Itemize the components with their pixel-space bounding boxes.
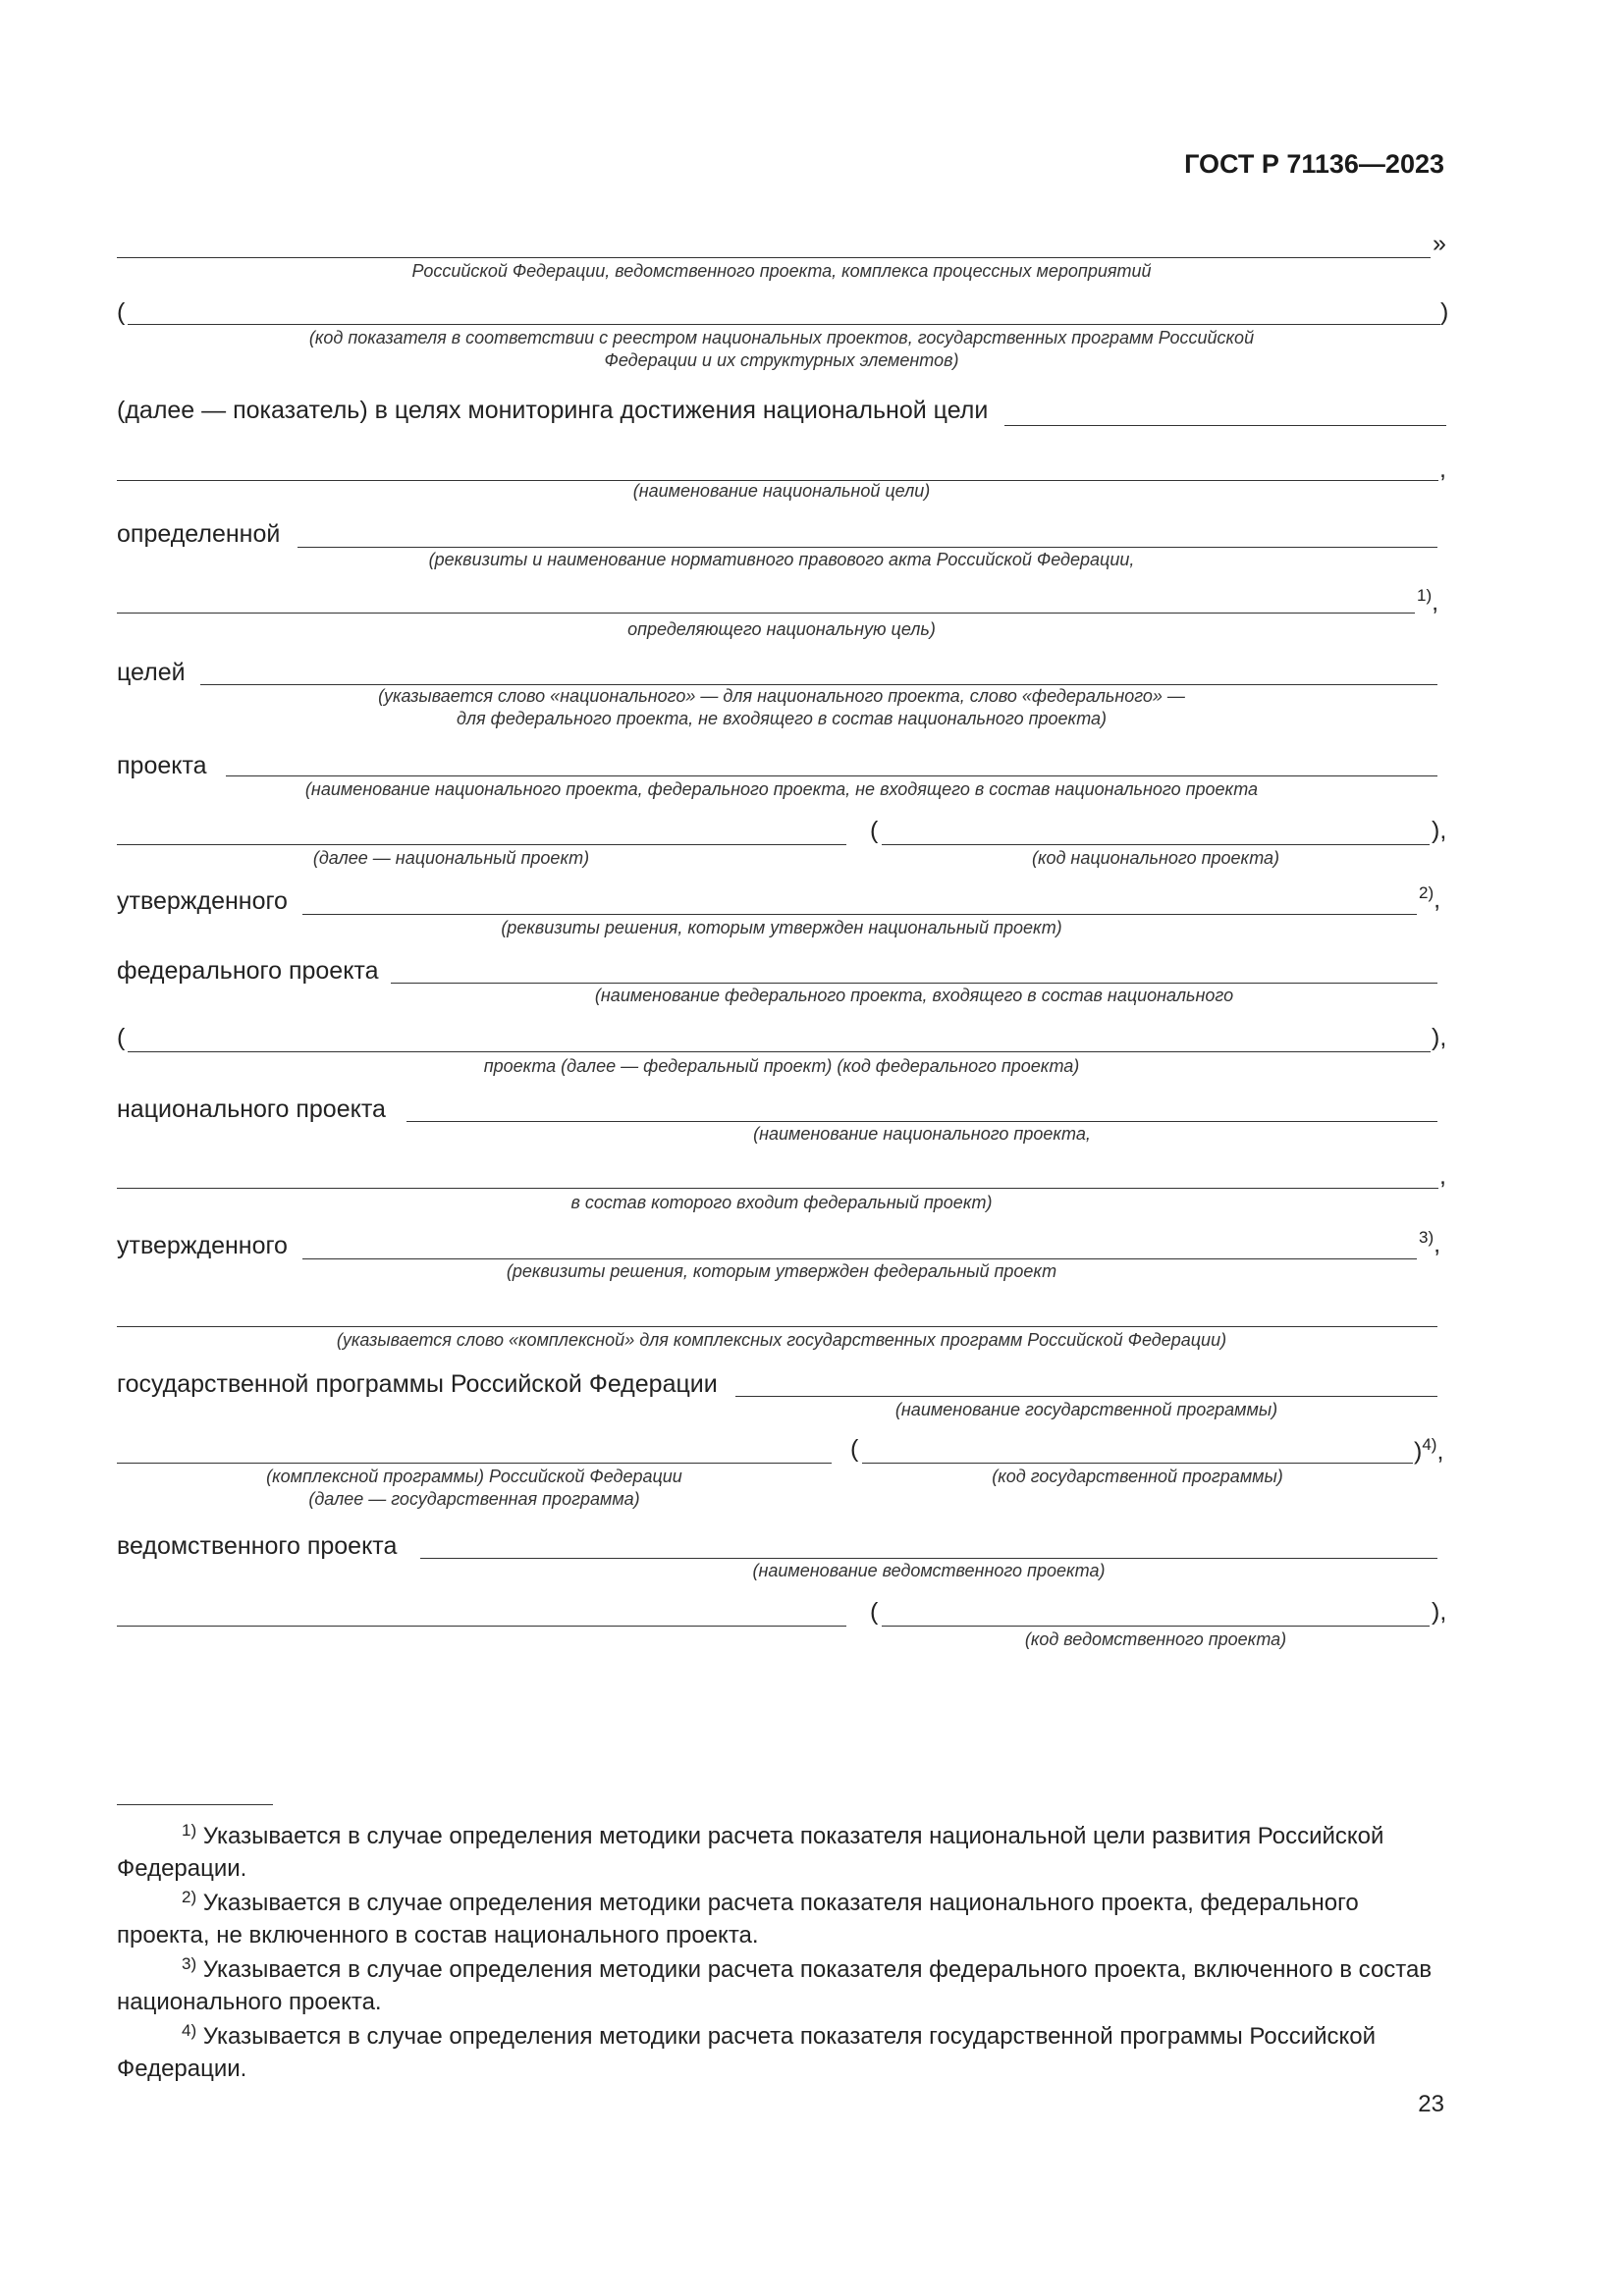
comma: , [1434, 1230, 1441, 1258]
field-caption: (код показателя в соответствии с реестром национальных проектов, государственных программ Российской [308, 328, 1255, 347]
field-caption: (реквизиты и наименование нормативного правового акта Российской Федерации, [428, 550, 1135, 569]
footnote-text: Указывается в случае определения методики расчета показателя национальной цели развития Российской Федерации. [117, 1823, 1384, 1882]
fill-line[interactable] [302, 914, 1417, 915]
form-text: (далее — показатель) в целях мониторинга достижения национальной цели [117, 397, 989, 424]
fill-line[interactable] [117, 1626, 846, 1627]
code-fill-line[interactable] [862, 1463, 1413, 1464]
field-caption: определяющего национальную цель) [627, 619, 936, 639]
field-caption: (наименование национального проекта, [753, 1124, 1091, 1144]
field-caption: (код государственной программы) [992, 1467, 1283, 1486]
open-paren: ( [870, 817, 879, 844]
field-caption: (реквизиты решения, которым утвержден национальный проект) [501, 918, 1062, 937]
footnote [117, 2020, 1444, 2085]
fill-line[interactable] [128, 1051, 1431, 1052]
field-caption: (далее — государственная программа) [308, 1489, 640, 1509]
field-caption: в состав которого входит федеральный проект) [570, 1193, 993, 1212]
footnote-ref [1419, 883, 1440, 914]
fill-line[interactable] [406, 1121, 1437, 1122]
footnote-ref [1417, 586, 1438, 616]
field-label: ведомственного проекта [117, 1532, 398, 1560]
close-paren: ), [1432, 1598, 1447, 1626]
footnote-ref [1419, 1228, 1440, 1258]
fill-line[interactable] [420, 1558, 1437, 1559]
field-label: утвержденного [117, 887, 288, 915]
close-paren: ) [1414, 1437, 1423, 1466]
comma: , [1439, 1162, 1446, 1190]
footnote-separator [117, 1804, 273, 1805]
footnote-mark: 1) [1417, 586, 1433, 605]
close-paren: ), [1432, 1024, 1447, 1051]
field-label: определенной [117, 520, 281, 548]
fill-line[interactable] [1004, 425, 1446, 426]
field-caption: (наименование государственной программы) [894, 1400, 1278, 1419]
field-label: утвержденного [117, 1232, 288, 1259]
footnote-mark: 4) [1422, 1435, 1437, 1454]
field-label: проекта [117, 752, 207, 779]
footnote-text: Указывается в случае определения методики расчета показателя федерального проекта, включенного в состав национального проекта. [117, 1956, 1433, 2015]
fill-line[interactable] [735, 1396, 1437, 1397]
field-label: национального проекта [117, 1095, 386, 1123]
field-caption: (наименование национального проекта, федерального проекта, не входящего в состав национального проекта [304, 779, 1259, 799]
open-paren: ( [117, 1024, 126, 1051]
field-caption: (код национального проекта) [1031, 848, 1280, 868]
field-label: федерального проекта [117, 957, 379, 985]
fill-line[interactable] [117, 844, 846, 845]
comma: , [1432, 588, 1439, 616]
field-caption: (указывается слово «национального» — для национального проекта, слово «федерального» — [378, 686, 1185, 706]
footnote [117, 1820, 1444, 1885]
fill-line[interactable] [302, 1258, 1417, 1259]
open-paren: ( [850, 1435, 859, 1463]
field-caption: (далее — национальный проект) [312, 848, 590, 868]
fill-line[interactable] [391, 983, 1437, 984]
footnote-mark: 3) [1419, 1228, 1435, 1247]
close-paren: ) [1440, 298, 1449, 326]
field-caption: (комплексной программы) Российской Федерации [266, 1467, 682, 1486]
open-paren: ( [117, 298, 126, 326]
footnote-mark: 2) [1419, 883, 1435, 902]
footnote-mark: 4) [182, 2021, 197, 2040]
field-caption: (наименование федерального проекта, входящего в состав национального [594, 986, 1234, 1005]
footnote [117, 1953, 1444, 2018]
field-caption: Федерации и их структурных элементов) [604, 350, 959, 370]
comma: , [1436, 1437, 1444, 1466]
field-caption: (наименование национальной цели) [632, 481, 931, 501]
fill-line[interactable] [298, 547, 1437, 548]
field-caption: (код ведомственного проекта) [1024, 1629, 1287, 1649]
field-caption: для федерального проекта, не входящего в состав национального проекта) [456, 709, 1108, 728]
footnote-text: Указывается в случае определения методики расчета показателя государственной программы Российской Федерации. [117, 2023, 1377, 2082]
footnote-mark: 3) [182, 1954, 197, 1973]
closing-quote: » [1433, 230, 1446, 257]
fill-line[interactable] [117, 613, 1415, 614]
document-code: ГОСТ Р 71136—2023 [1184, 149, 1444, 179]
field-caption: (реквизиты решения, которым утвержден федеральный проект [506, 1261, 1057, 1281]
footnote-mark: 1) [182, 1821, 197, 1840]
field-caption: (указывается слово «комплексной» для комплексных государственных программ Российской Федерации) [336, 1330, 1227, 1350]
field-caption: Российской Федерации, ведомственного проекта, комплекса процессных мероприятий [411, 261, 1152, 281]
code-fill-line[interactable] [882, 844, 1430, 845]
fill-line[interactable] [117, 1188, 1438, 1189]
field-label: государственной программы Российской Федерации [117, 1370, 718, 1398]
field-caption: проекта (далее — федеральный проект) (код федерального проекта) [483, 1056, 1080, 1076]
fill-line[interactable] [226, 775, 1437, 776]
page-number: 23 [1418, 2091, 1444, 2117]
footnote [117, 1887, 1444, 1951]
footnote-mark: 2) [182, 1888, 197, 1906]
fill-line[interactable] [117, 1463, 832, 1464]
code-fill-line[interactable] [882, 1626, 1430, 1627]
comma: , [1434, 885, 1441, 914]
comma: , [1439, 455, 1446, 483]
field-label: целей [117, 659, 186, 686]
fill-line[interactable] [128, 324, 1440, 325]
fill-line[interactable] [117, 257, 1431, 258]
close-paren: ), [1432, 817, 1447, 844]
footnote-ref [1414, 1435, 1443, 1466]
open-paren: ( [870, 1598, 879, 1626]
fill-line[interactable] [117, 1326, 1437, 1327]
footnote-text: Указывается в случае определения методики расчета показателя национального проекта, федерального проекта, не включенного в состав национального проекта. [117, 1890, 1359, 1949]
field-caption: (наименование ведомственного проекта) [752, 1561, 1106, 1580]
